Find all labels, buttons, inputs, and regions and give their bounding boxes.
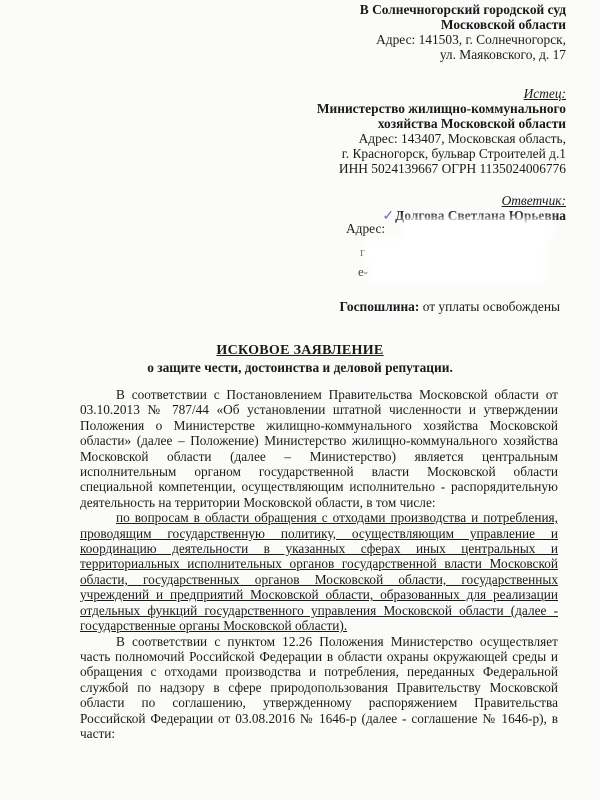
court-name-line1: В Солнечногорский городской суд xyxy=(359,2,566,17)
defendant-address-fragment: г xyxy=(360,244,366,259)
check-mark-icon: ✓ xyxy=(382,209,395,224)
state-fee-line xyxy=(340,299,560,315)
fee-value: от уплаты освобождены xyxy=(422,299,560,314)
plaintiff-ids: ИНН 5024139667 ОГРН 1135024006776 xyxy=(338,161,566,176)
paragraph: В соответствии с Постановлением Правительства Московской области от 03.10.2013 № 787/44 «Об установлении штатной численности и утверждении Положения о Министерстве жилищно-коммунального хозяйства Московской области» (далее – Положение) Министерство жилищно-коммунального хозяйства Московской области (далее – Министерство) является центральным исполнительным органом государственной власти Московской области специальной компетенции, осуществляющим исполнительно - распорядительную деятельность на территории Московской области, в том числе: xyxy=(80,387,558,510)
document-subtitle: о защите чести, достоинства и деловой репутации. xyxy=(147,360,453,375)
court-block xyxy=(206,2,566,62)
plaintiff-address-line1: Адрес: 143407, Московская область, xyxy=(358,131,566,146)
redaction-mark xyxy=(375,264,540,278)
plaintiff-label: Истец: xyxy=(523,86,566,101)
redaction-mark xyxy=(370,244,540,258)
court-address-line1: Адрес: 141503, г. Солнечногорск, xyxy=(376,32,566,47)
document-body xyxy=(80,387,558,741)
plaintiff-address-line2: г. Красногорск, бульвар Строителей д.1 xyxy=(341,146,566,161)
court-address-line2: ул. Маяковского, д. 17 xyxy=(439,47,566,62)
paragraph: В соответствии с пунктом 12.26 Положения Министерство осуществляет часть полномочий Российской Федерации в области охраны окружающей среды и обращения с отходами производства и потребления, переданных Федеральной службой по надзору в сфере природопользования Правительству Московской области по соглашению, утвержденному распоряжением Правительства Российской Федерации от 03.08.2016 № 1646-р (далее - соглашение № 1646-р), в части: xyxy=(80,633,558,741)
paragraph-underlined: по вопросам в области обращения с отходами производства и потребления, проводящим государственную политику, осуществляющим управление и координацию деятельности в указанных сферах иных центральных и территориальных исполнительных органов государственной власти Московской области, государственных органов Московской области, государственных учреждений и предприятий Московской области, образованных для реализации отдельных функций государственного управления Московской области (далее - государственные органы Московской области). xyxy=(80,510,558,634)
plaintiff-name-line1: Министерство жилищно-коммунального xyxy=(316,101,566,116)
plaintiff-block xyxy=(166,86,566,176)
defendant-label: Ответчик: xyxy=(501,193,566,208)
defendant-name: Долгова Светлана Юрьевна xyxy=(395,208,566,223)
document-title: ИСКОВОЕ ЗАЯВЛЕНИЕ xyxy=(216,343,384,358)
court-name-line2: Московской области xyxy=(440,17,566,32)
defendant-block xyxy=(166,193,566,224)
redaction-mark xyxy=(407,224,547,238)
plaintiff-name-line2: хозяйства Московской области xyxy=(377,116,566,131)
defendant-email-fragment: e- xyxy=(358,264,369,279)
defendant-address-label: Адрес: xyxy=(346,221,386,236)
fee-label: Госпошлина: xyxy=(339,299,420,314)
